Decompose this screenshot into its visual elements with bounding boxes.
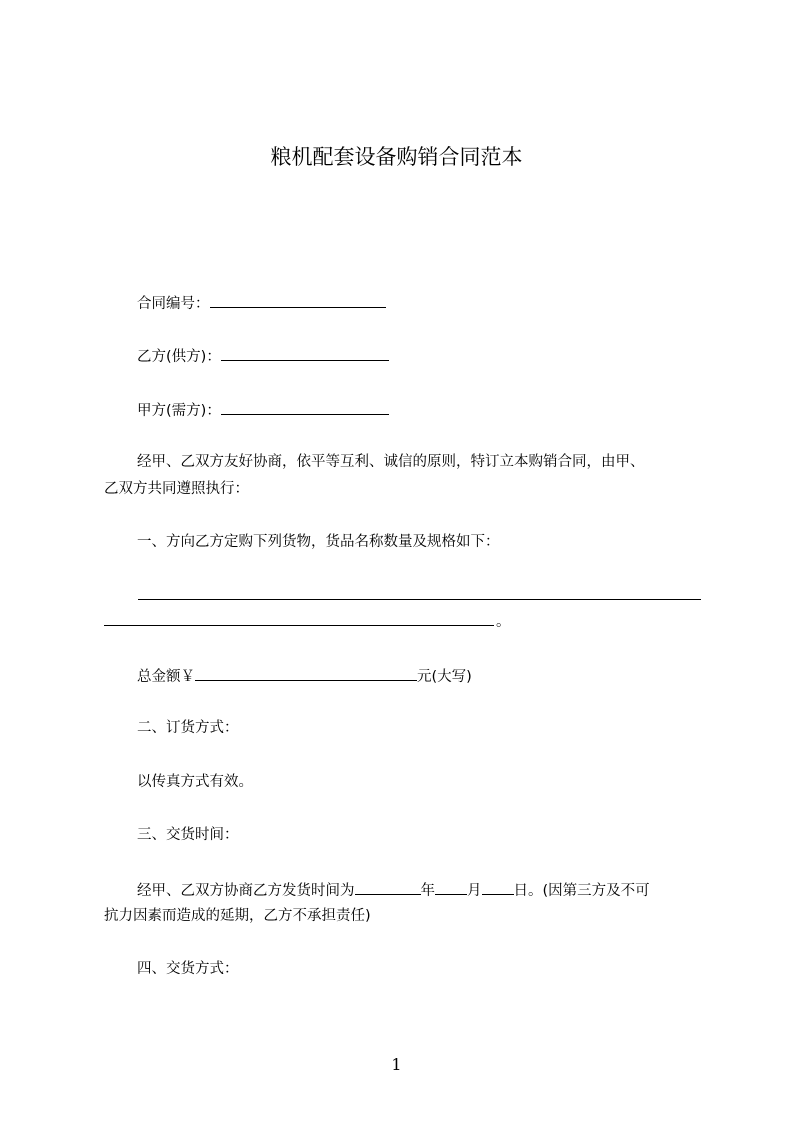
party-b-line — [137, 345, 389, 367]
intro-line-1: 经甲、乙双方友好协商，依平等互利、诚信的原则，特订立本购销合同，由甲、 — [137, 454, 645, 470]
goods-blank-line-1 — [138, 599, 701, 600]
year-blank — [355, 879, 421, 895]
day-suffix: 日。(因第三方及不可 — [513, 883, 650, 899]
goods-end-mark: 。 — [496, 614, 511, 630]
intro-line-2: 乙双方共同遵照执行： — [104, 481, 249, 497]
goods-blank-line-2 — [104, 625, 494, 626]
contract-number-label: 合同编号： — [137, 296, 210, 312]
contract-number-blank — [210, 292, 386, 308]
month-label: 月 — [467, 883, 482, 899]
party-a-blank — [221, 399, 389, 415]
section-4-heading: 四、交货方式： — [137, 961, 239, 977]
page-number: 1 — [391, 1055, 402, 1074]
contract-number-line — [137, 292, 386, 314]
delivery-time-line — [137, 879, 650, 901]
total-amount-suffix: 元(大写) — [417, 669, 472, 685]
section-3-heading: 三、交货时间： — [137, 827, 239, 843]
party-a-label: 甲方(需方)： — [137, 403, 221, 419]
day-blank — [482, 879, 514, 895]
year-label: 年 — [420, 883, 435, 899]
party-a-line — [137, 399, 389, 421]
total-amount-line — [137, 665, 472, 687]
delivery-line-2: 抗力因素而造成的延期，乙方不承担责任) — [104, 908, 371, 924]
delivery-prefix: 经甲、乙双方协商乙方发货时间为 — [137, 883, 355, 899]
party-b-blank — [221, 345, 389, 361]
document-title: 粮机配套设备购销合同范本 — [270, 145, 523, 169]
section-2-heading: 二、订货方式： — [137, 720, 239, 736]
party-b-label: 乙方(供方)： — [137, 349, 221, 365]
section-1-heading: 一、方向乙方定购下列货物，货品名称数量及规格如下： — [137, 534, 500, 550]
month-blank — [435, 879, 467, 895]
section-2-text: 以传真方式有效。 — [137, 774, 253, 790]
total-amount-label: 总金额￥ — [137, 669, 195, 685]
total-amount-blank — [195, 665, 417, 681]
